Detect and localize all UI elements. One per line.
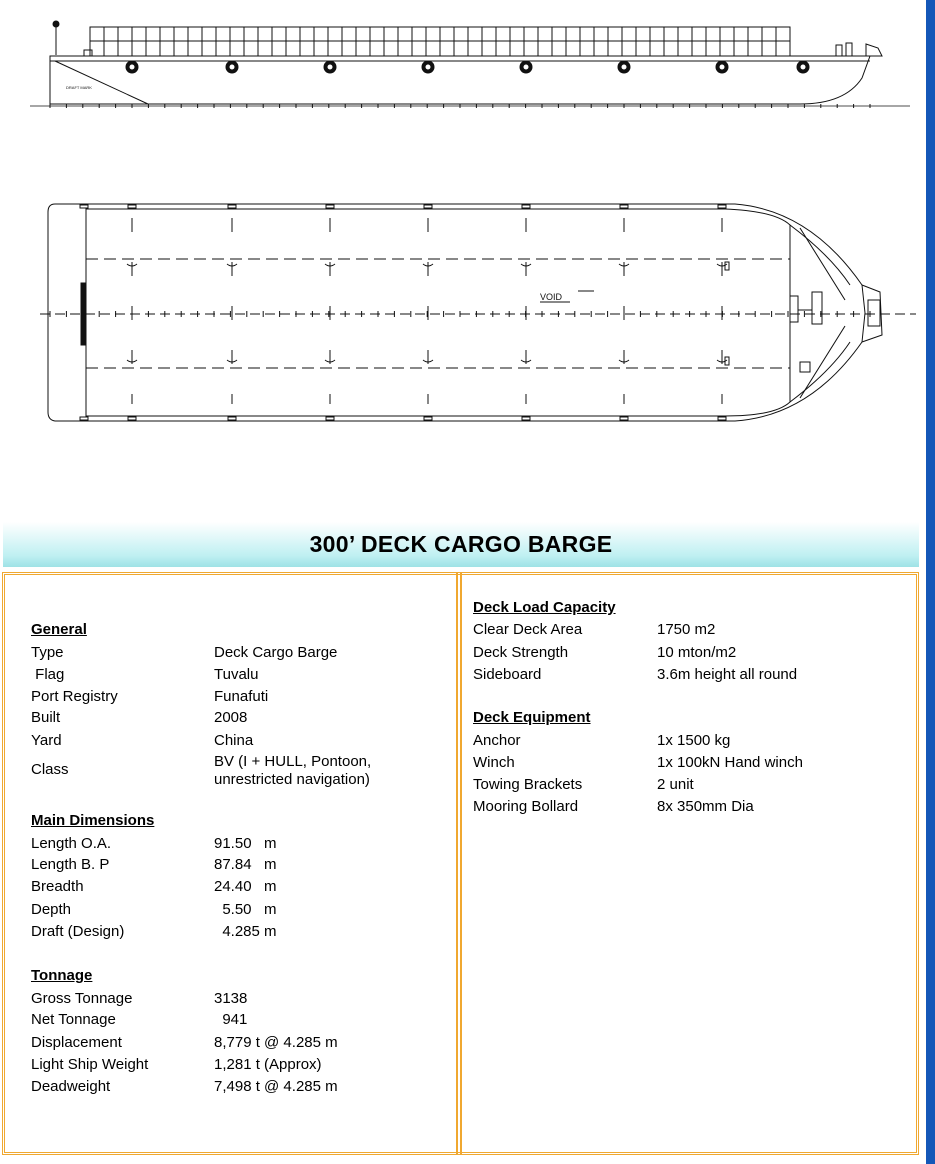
spec-value: 1750 m2: [657, 621, 716, 638]
spec-label: Winch: [473, 754, 515, 771]
spec-label: Built: [31, 709, 61, 726]
spec-label: Deadweight: [31, 1078, 111, 1095]
spec-label: Class: [31, 761, 69, 778]
spec-label: Towing Brackets: [473, 776, 583, 793]
void-label: VOID: [540, 292, 563, 302]
deck-equipment-heading: Deck Equipment: [473, 709, 591, 726]
spec-value: 2 unit: [657, 776, 694, 793]
spec-value: China: [214, 732, 254, 749]
spec-value: 4.285 m: [214, 923, 277, 940]
spec-label: Clear Deck Area: [473, 621, 583, 638]
spec-value: 1x 1500 kg: [657, 732, 731, 749]
spec-label: Length B. P: [31, 856, 110, 873]
spec-value: 91.50 m: [214, 835, 277, 852]
spec-value: BV (I + HULL, Pontoon, unrestricted navigation): [214, 753, 372, 788]
spec-label: Displacement: [31, 1034, 122, 1051]
spec-label: Length O.A.: [31, 835, 112, 852]
spec-value: 3.6m height all round: [657, 666, 798, 683]
title-bar: [3, 522, 919, 567]
barge-drawing: [0, 0, 926, 520]
general-heading: General: [31, 621, 87, 638]
spec-value: 87.84 m: [214, 856, 277, 873]
spec-label: Net Tonnage: [31, 1011, 116, 1028]
spec-value: Funafuti: [214, 688, 269, 705]
spec-label: Draft (Design): [31, 923, 125, 940]
spec-label: Anchor: [473, 732, 521, 749]
spec-value: 7,498 t @ 4.285 m: [214, 1078, 338, 1095]
spec-label: Flag: [31, 666, 65, 683]
spec-value: 3138: [214, 990, 248, 1007]
spec-label: Sideboard: [473, 666, 542, 683]
spec-label: Gross Tonnage: [31, 990, 133, 1007]
spec-label: Breadth: [31, 878, 84, 895]
deck-load-heading: Deck Load Capacity: [473, 599, 616, 616]
spec-value: 2008: [214, 709, 248, 726]
page-edge-bar: [926, 0, 935, 1164]
spec-value: Tuvalu: [214, 666, 259, 683]
spec-label: Type: [31, 644, 64, 661]
spec-value: 10 mton/m2: [657, 644, 737, 661]
spec-value: 5.50 m: [214, 901, 277, 918]
spec-label: Yard: [31, 732, 62, 749]
svg-text:DRAFT MARK: DRAFT MARK: [66, 85, 92, 90]
spec-label: Mooring Bollard: [473, 798, 579, 815]
spec-label: Depth: [31, 901, 72, 918]
spec-value: 1x 100kN Hand winch: [657, 754, 803, 771]
page-title: 300’ DECK CARGO BARGE: [309, 531, 613, 557]
plan-view: [40, 204, 916, 421]
main-dimensions-heading: Main Dimensions: [31, 812, 155, 829]
spec-value: 1,281 t (Approx): [214, 1056, 322, 1073]
spec-value: 941: [214, 1011, 248, 1028]
column-divider: [456, 572, 462, 1155]
spec-value: Deck Cargo Barge: [214, 644, 338, 661]
spec-value: 24.40 m: [214, 878, 277, 895]
spec-value: 8,779 t @ 4.285 m: [214, 1034, 338, 1051]
spec-label: Deck Strength: [473, 644, 569, 661]
spec-label: Port Registry: [31, 688, 118, 705]
spec-value: 8x 350mm Dia: [657, 798, 754, 815]
profile-view: [30, 21, 910, 108]
spec-label: Light Ship Weight: [31, 1056, 149, 1073]
tonnage-heading: Tonnage: [31, 967, 93, 984]
